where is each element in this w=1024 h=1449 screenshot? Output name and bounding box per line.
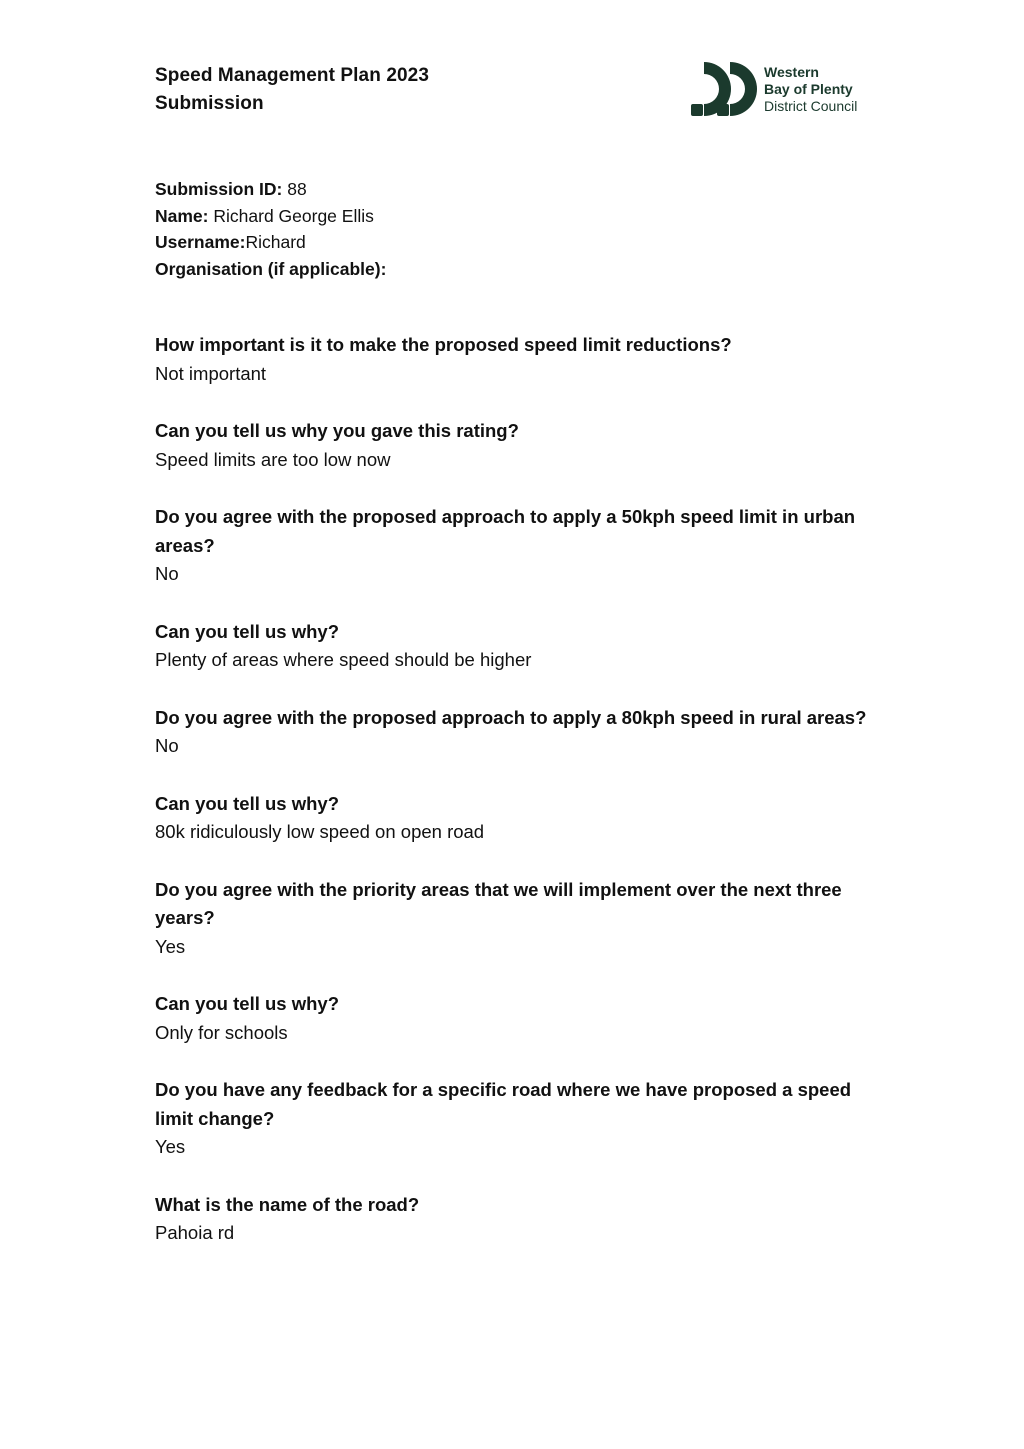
qa-item bbox=[155, 790, 885, 847]
question-text: Can you tell us why? bbox=[155, 993, 339, 1014]
organisation-label: Organisation (if applicable): bbox=[155, 258, 387, 279]
submission-id-label: Submission ID: bbox=[155, 179, 283, 199]
question-answer-list bbox=[155, 331, 885, 1277]
submission-id-value: 88 bbox=[287, 179, 307, 199]
organisation-row bbox=[155, 256, 386, 283]
answer-text: No bbox=[155, 563, 179, 584]
qa-item bbox=[155, 503, 885, 589]
document-title-line2: Submission bbox=[155, 93, 264, 114]
username-value: Richard bbox=[245, 232, 306, 252]
answer-text: Pahoia rd bbox=[155, 1222, 235, 1243]
submission-id-row bbox=[155, 176, 386, 203]
logo-text-line2: Bay of Plenty bbox=[764, 81, 853, 97]
answer-text: Yes bbox=[155, 1136, 186, 1157]
answer-text: Plenty of areas where speed should be higher bbox=[155, 649, 532, 670]
name-label: Name: bbox=[155, 205, 209, 226]
question-text: Do you have any feedback for a specific road where we have proposed a speed limit change? bbox=[155, 1079, 852, 1129]
document-title-line1: Speed Management Plan 2023 bbox=[155, 65, 429, 86]
question-text: What is the name of the road? bbox=[155, 1193, 420, 1215]
qa-item bbox=[155, 990, 885, 1047]
question-text: Do you agree with the proposed approach to apply a 50kph speed limit in urban areas? bbox=[155, 506, 856, 556]
council-logo-icon bbox=[690, 60, 760, 118]
qa-item bbox=[155, 1076, 885, 1162]
answer-text: Only for schools bbox=[155, 1021, 288, 1043]
name-value: Richard George Ellis bbox=[213, 205, 374, 226]
document-title bbox=[155, 62, 429, 118]
question-text: Can you tell us why? bbox=[155, 620, 339, 642]
qa-item bbox=[155, 331, 885, 388]
username-row bbox=[155, 229, 386, 256]
logo-text-line1: Western bbox=[764, 64, 819, 80]
answer-text: Speed limits are too low now bbox=[155, 448, 391, 470]
qa-item bbox=[155, 704, 885, 761]
question-text: How important is it to make the proposed speed limit reductions? bbox=[155, 334, 732, 355]
answer-text: Yes bbox=[155, 935, 186, 957]
qa-item bbox=[155, 1191, 885, 1248]
council-logo bbox=[690, 60, 880, 120]
submission-details bbox=[155, 176, 386, 282]
question-text: Do you agree with the proposed approach to apply a 80kph speed in rural areas? bbox=[155, 706, 867, 728]
name-row bbox=[155, 203, 386, 230]
qa-item bbox=[155, 876, 885, 962]
answer-text: Not important bbox=[155, 362, 267, 384]
answer-text: 80k ridiculously low speed on open road bbox=[155, 821, 485, 842]
qa-item bbox=[155, 618, 885, 675]
question-text: Do you agree with the priority areas that we will implement over the next three years? bbox=[155, 878, 842, 928]
logo-text-line3: District Council bbox=[764, 98, 858, 114]
question-text: Can you tell us why? bbox=[155, 792, 339, 814]
council-logo-text bbox=[764, 64, 857, 115]
question-text: Can you tell us why you gave this rating? bbox=[155, 420, 519, 441]
answer-text: No bbox=[155, 735, 179, 756]
qa-item bbox=[155, 417, 885, 474]
username-label: Username: bbox=[155, 232, 246, 252]
